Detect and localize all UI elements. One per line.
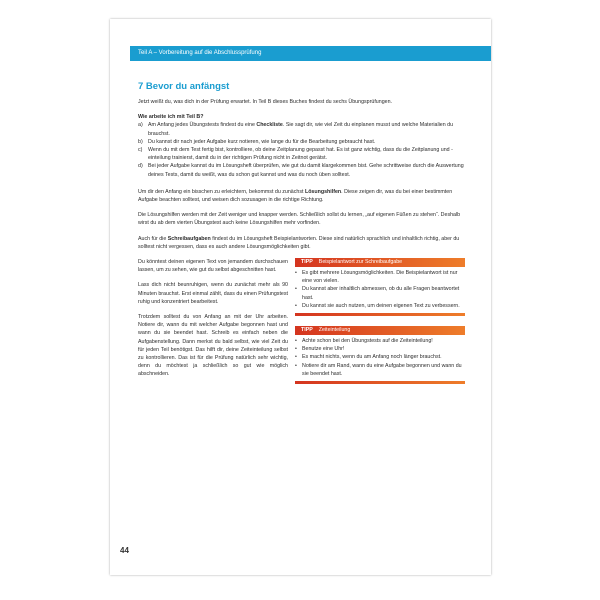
keyword-loesungshilfen: Lösungshilfen: [304, 188, 342, 195]
list-text: . Sie sagt dir, wie viel Zeit du einplanen musst und welche Materialien du brauchst.: [148, 122, 454, 137]
paragraph-beunruhigen: Lass dich nicht beunruhigen, wenn du zunächst mehr als 90 Minuten brauchst. Erst einmal zählt, dass du einen Prüfungstest ruhig und konzentriert bearbeitest.: [138, 282, 288, 305]
tip-bullet: • Achte schon bei den Übungstests auf die Zeiteinteilung!: [295, 338, 433, 345]
chapter-header-band: [130, 46, 491, 61]
list-text: Am Anfang jedes Übungstests findest du eine: [148, 122, 257, 129]
keyword-checkliste: Checkliste: [256, 122, 283, 129]
tip-body: [295, 335, 465, 378]
bullet-icon: •: [295, 362, 297, 369]
bullet-icon: •: [295, 354, 297, 361]
tip-label: TIPP: [301, 259, 313, 266]
chapter-header-text: Teil A – Vorbereitung auf die Abschlussprüfung: [138, 50, 262, 56]
bullet-icon: •: [295, 270, 297, 277]
tip-body: [295, 267, 465, 310]
list-text: Wenn du mit dem Test fertig bist, kontrolliere, ob deine Zeitplanung gepasst hat. Es ist ganz wichtig, dass du die Zeitplanung und -einteilung trainierst, damit du in der richtigen Prüfung nicht in Zeitnot gerätst.: [148, 147, 453, 162]
paragraph-eigene-fuesse: Die Lösungshilfen werden mit der Zeit weniger und knapper werden. Schließlich sollst du lernen, „auf eigenen Füßen zu stehen“. Deshalb wirst du ab dem vierten Übungstest auch keine Lösungshilfen mehr vorfinden.: [138, 212, 461, 227]
bullet-icon: •: [295, 346, 297, 353]
tip-bullet: • Du kannst sie auch nutzen, um deinen eigenen Text zu verbessern.: [295, 302, 460, 309]
tip-title: Beispielantwort zur Schreibaufgabe: [318, 259, 403, 266]
bullet-icon: •: [295, 338, 297, 345]
tip-bottom-bar: [295, 313, 465, 316]
list-text: Bei jeder Aufgabe kannst du im Lösungsheft überprüfen, wie gut du damit klargekommen bist. Gehe schrittweise durch die Auswertung deines Tests, damit du weißt, was du schon gut kannst und was du noch üben solltest.: [148, 163, 464, 178]
list-text: Du kannst dir nach jeder Aufgabe kurz notieren, wie lange du für die Bearbeitung gebraucht hast.: [148, 138, 376, 145]
list-marker: c): [138, 147, 143, 154]
tip-bullet: • Notiere dir am Rand, wann du eine Aufgabe begonnen und wann du sie beendet hast.: [295, 362, 462, 377]
list-item: [138, 138, 465, 146]
book-page: [110, 19, 491, 575]
tip-header: [295, 258, 465, 267]
tip-label: TIPP: [301, 327, 313, 334]
tip-bullet: • Es gibt mehrere Lösungsmöglichkeiten. Die Beispielantwort ist nur eine von vielen.: [295, 270, 458, 285]
tip-bullet: • Benutze eine Uhr!: [295, 346, 345, 353]
keyword-schreibaufgaben: Schreibaufgaben: [167, 235, 211, 242]
tip-header: [295, 326, 465, 335]
paragraph-uhr: Trotzdem solltest du von Anfang an mit der Uhr arbeiten. Notiere dir, wann du mit welcher Aufgabe begonnen hast und wann du sie beendet hast. Schreib es einfach neben die Aufgabenstellung. Dann merkst du bald selbst, wie viel Zeit du für jeden Teil benötigst. Das hilft dir, deine Zeiteinteilung selbst zu kontrollieren. Das ist für die Prüfung natürlich sehr wichtig, denn du möchtest ja schließlich so gut wie möglich abschneiden.: [138, 314, 288, 378]
bullet-icon: •: [295, 302, 297, 309]
question-heading: Wie arbeite ich mit Teil B?: [138, 114, 204, 121]
intro-paragraph: Jetzt weißt du, was dich in der Prüfung erwartet. In Teil B dieses Buches findest du sechs Übungsprüfungen.: [138, 99, 392, 105]
tip-box-zeiteinteilung: [295, 326, 465, 384]
list-item: [138, 146, 465, 162]
paragraph-loesungshilfen: Um dir den Anfang ein bisschen zu erleichtern, bekommst du zunächst Lösungshilfen. Diese zeigen dir, was du bei einer bestimmten Aufgabe beachten solltest, und weisen dich sozusagen in die richtige Richtung.: [138, 188, 453, 204]
list-item: [138, 121, 465, 137]
instruction-list: [138, 121, 465, 178]
list-marker: a): [138, 122, 143, 129]
tip-bullet: • Es macht nichts, wenn du am Anfang noch länger brauchst.: [295, 354, 442, 361]
list-item: [138, 162, 465, 178]
list-marker: d): [138, 163, 143, 170]
left-column: [138, 258, 288, 394]
section-title: 7 Bevor du anfängst: [138, 81, 230, 92]
page-number: 44: [120, 546, 129, 555]
tip-box-beispielantwort: [295, 258, 465, 316]
bullet-icon: •: [295, 286, 297, 293]
tip-bottom-bar: [295, 381, 465, 384]
tip-title: Zeiteinteilung: [318, 327, 351, 334]
paragraph-text-pruefen: Du könntest deinen eigenen Text von jemandem durchschauen lassen, um zu sehen, wie gut du selbst abgeschnitten hast.: [138, 259, 288, 274]
list-marker: b): [138, 138, 143, 145]
two-column-area: [138, 258, 465, 394]
right-column: [295, 258, 465, 394]
tip-bullet: • Du kannst aber inhaltlich abmessen, ob du alle Fragen beantwortet hast.: [295, 286, 460, 301]
page-content: [138, 81, 465, 394]
paragraph-schreibaufgaben: Auch für die Schreibaufgaben findest du im Lösungsheft Beispielantworten. Diese sind natürlich sprachlich und inhaltlich richtig, aber du solltest nicht vergessen, dass es auch andere Lösungsmöglichkeiten gibt.: [138, 235, 460, 250]
